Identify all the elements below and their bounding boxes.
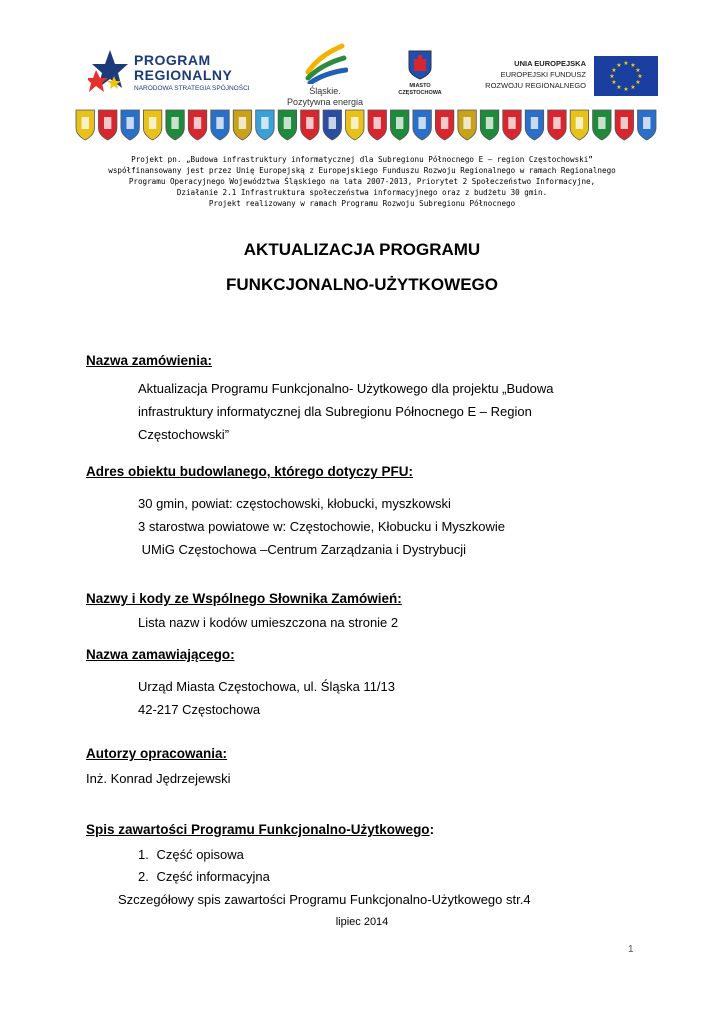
czestochowa-label: CZĘSTOCHOWA bbox=[398, 90, 442, 96]
section-heading-adres: Adres obiektu budowlanego, którego dotyczy PFU: bbox=[86, 464, 414, 479]
crest-emblem bbox=[396, 117, 403, 129]
svg-text:★: ★ bbox=[623, 86, 629, 93]
crest-emblem bbox=[463, 117, 470, 129]
zamawiajacy-line: 42-217 Częstochowa bbox=[138, 702, 261, 717]
svg-text:★: ★ bbox=[609, 73, 615, 80]
crest-emblem bbox=[418, 117, 425, 129]
spis-item-label: Część opisowa bbox=[156, 847, 244, 862]
crest-emblem bbox=[621, 117, 628, 129]
efrr-label-1: EUROPEJSKI FUNDUSZ bbox=[500, 70, 586, 79]
section-heading-spis bbox=[86, 822, 434, 837]
crest-emblem bbox=[239, 117, 246, 129]
project-header-line: Działanie 2.1 Infrastruktura społeczeństwa informacyjnego oraz z budżetu 30 gmin. bbox=[176, 188, 548, 197]
crest-emblem bbox=[351, 117, 358, 129]
spis-item-number: 1. bbox=[138, 847, 149, 862]
crest-emblem bbox=[216, 117, 223, 129]
page-number: 1 bbox=[628, 944, 634, 955]
crest-emblem bbox=[261, 117, 268, 129]
svg-text:★: ★ bbox=[616, 84, 622, 91]
section-heading-zamawiajacy: Nazwa zamawiającego: bbox=[86, 647, 235, 662]
crest-emblem bbox=[374, 117, 381, 129]
eu-flag-icon bbox=[594, 56, 658, 96]
program-regionalny-logo bbox=[88, 48, 258, 96]
municipal-crests-row bbox=[74, 108, 658, 142]
eu-logo bbox=[472, 56, 658, 96]
crest-emblem bbox=[576, 117, 583, 129]
project-header-line: Programu Operacyjnego Województwa Śląskiego na lata 2007-2013, Priorytet 2 Społeczeństwo Informacyjne, bbox=[128, 177, 596, 186]
spis-item-number: 2. bbox=[138, 869, 149, 884]
spis-list-item bbox=[138, 847, 244, 862]
spis-heading-text: Spis zawartości Programu Funkcjonalno-Użytkowego bbox=[86, 822, 430, 837]
crest-emblem bbox=[194, 117, 201, 129]
program-label: PROGRAM bbox=[134, 52, 211, 68]
document-title-line-1: AKTUALIZACJA PROGRAMU bbox=[243, 240, 481, 259]
crest-emblem bbox=[104, 117, 111, 129]
svg-text:★: ★ bbox=[637, 73, 643, 80]
svg-text:★: ★ bbox=[611, 79, 617, 86]
nazwa-zamowienia-line: Częstochowski” bbox=[138, 427, 230, 442]
nazwy-kody-line: Lista nazw i kodów umieszczona na stronie 2 bbox=[138, 615, 399, 630]
crest-emblem bbox=[284, 117, 291, 129]
svg-text:★: ★ bbox=[630, 84, 636, 91]
section-heading-nazwa-zamowienia: Nazwa zamówienia: bbox=[86, 353, 213, 368]
adres-line: 3 starostwa powiatowe w: Częstochowie, Kłobucku i Myszkowie bbox=[138, 519, 506, 534]
efrr-label-2: ROZWOJU REGIONALNEGO bbox=[485, 81, 586, 90]
svg-text:★: ★ bbox=[635, 79, 641, 86]
crest-emblem bbox=[306, 117, 313, 129]
city-crest-icon bbox=[408, 50, 432, 80]
section-heading-nazwy-kody: Nazwy i kody ze Wspólnego Słownika Zamówień: bbox=[86, 591, 402, 606]
document-title-line-2: FUNKCJONALNO-UŻYTKOWEGO bbox=[226, 275, 498, 294]
svg-text:★: ★ bbox=[616, 62, 622, 69]
autorzy-line: Inż. Konrad Jędrzejewski bbox=[86, 771, 231, 786]
spis-heading-colon: : bbox=[429, 822, 435, 837]
nazwa-zamowienia-line: infrastruktury informatycznej dla Subregionu Północnego E – Region bbox=[138, 404, 532, 419]
slaskie-label: Śląskie. bbox=[309, 86, 341, 96]
spis-list-item bbox=[138, 869, 270, 884]
regionalny-label: REGIONALNY bbox=[134, 67, 233, 83]
crest-emblem bbox=[171, 117, 178, 129]
crest-emblem bbox=[82, 117, 89, 129]
adres-line: UMiG Częstochowa –Centrum Zarządzania i Dystrybucji bbox=[138, 542, 466, 557]
section-heading-autorzy: Autorzy opracowania: bbox=[86, 746, 228, 761]
project-header-line: współfinansowany jest przez Unię Europejską z Europejskiego Funduszu Rozwoju Regionalnego w ramach Regionalnego bbox=[108, 166, 616, 175]
svg-text:★: ★ bbox=[635, 67, 641, 74]
crest-emblem bbox=[531, 117, 538, 129]
crest-emblem bbox=[598, 117, 605, 129]
slaskie-logo bbox=[282, 42, 368, 108]
zamawiajacy-line: Urząd Miasta Częstochowa, ul. Śląska 11/13 bbox=[138, 679, 395, 694]
crest-emblem bbox=[329, 117, 336, 129]
spis-item-label: Część informacyjna bbox=[156, 869, 270, 884]
svg-text:★: ★ bbox=[623, 60, 629, 67]
ue-label: UNIA EUROPEJSKA bbox=[514, 59, 586, 68]
miasto-czestochowa-logo bbox=[396, 50, 444, 100]
crest-emblem bbox=[643, 117, 650, 129]
project-header-line: Projekt realizowany w ramach Programu Rozwoju Subregionu Północnego bbox=[208, 199, 516, 208]
spis-detail: Szczegółowy spis zawartości Programu Funkcjonalno-Użytkowego str.4 bbox=[118, 892, 531, 907]
crest-emblem bbox=[508, 117, 515, 129]
adres-line: 30 gmin, powiat: częstochowski, kłobucki, myszkowski bbox=[138, 496, 451, 511]
project-header-line: Projekt pn. „Budowa infrastruktury informatycznej dla Subregionu Północnego E – region Częstochowski” bbox=[131, 155, 593, 164]
nss-label: NARODOWA STRATEGIA SPÓJNOŚCI bbox=[134, 85, 250, 92]
project-header bbox=[40, 154, 684, 209]
svg-text:★: ★ bbox=[611, 67, 617, 74]
nazwa-zamowienia-line: Aktualizacja Programu Funkcjonalno- Użytkowego dla projektu „Budowa bbox=[138, 381, 554, 396]
star-icon bbox=[88, 48, 128, 94]
slaskie-wave-icon bbox=[302, 42, 348, 84]
crest-emblem bbox=[486, 117, 493, 129]
crest-emblem bbox=[553, 117, 560, 129]
miasto-label: MIASTO bbox=[409, 83, 431, 89]
svg-text:★: ★ bbox=[630, 62, 636, 69]
crest-emblem bbox=[126, 117, 133, 129]
crest-emblem bbox=[149, 117, 156, 129]
crest-emblem bbox=[441, 117, 448, 129]
document-date: lipiec 2014 bbox=[335, 916, 389, 928]
slaskie-tagline: Pozytywna energia bbox=[286, 97, 364, 107]
